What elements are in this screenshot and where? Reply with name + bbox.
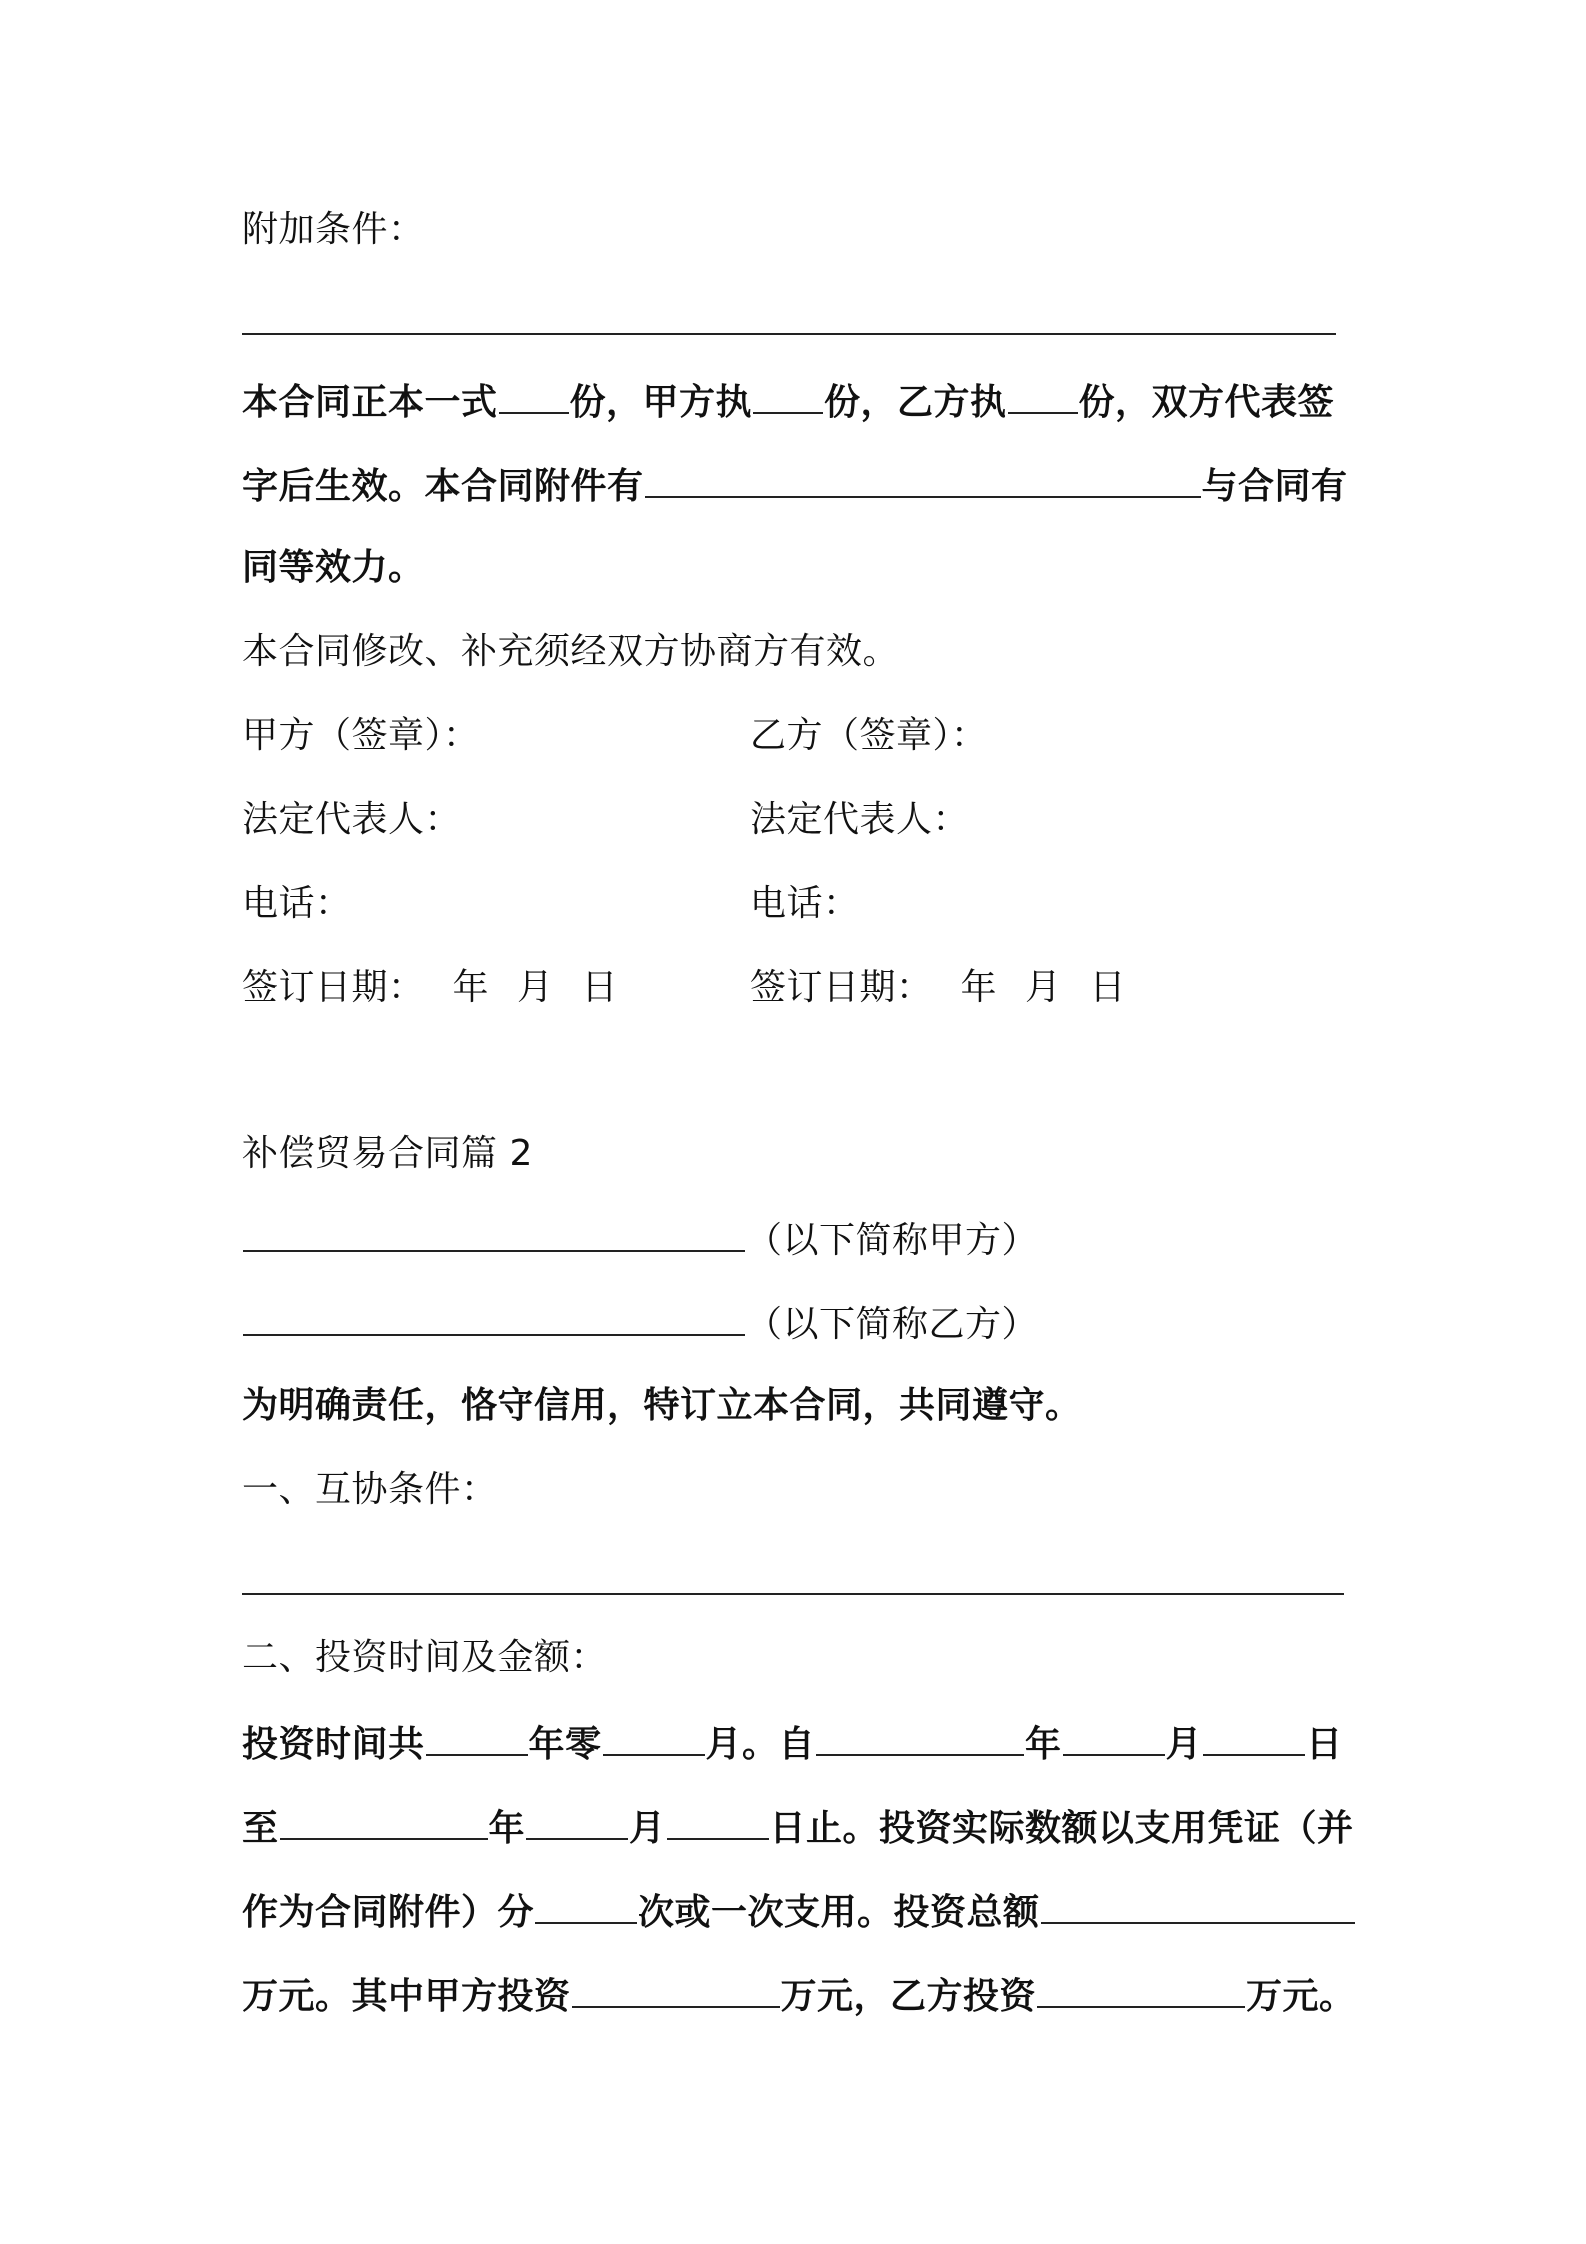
blank-underline [526,1802,628,1840]
text-fragment: 字后生效。本合同附件有 [242,466,644,507]
month-label: 月 [1025,967,1062,1008]
section-title-2: 补偿贸易合同篇 2 [242,1133,533,1174]
blank-underline [572,1970,780,2008]
blank-underline [603,1718,705,1756]
blank-underline [280,1802,488,1840]
party-b-line [242,1298,1038,1349]
text-fragment: 月 [1165,1724,1203,1765]
blank-underline [499,376,569,414]
text-fragment: 份，乙方执 [824,382,1007,423]
day-label: 日 [581,967,619,1008]
legal-rep-a: 法定代表人： [242,799,462,840]
text-fragment: 年 [1025,1724,1062,1765]
investment-line-4 [242,1970,1356,2021]
heading-additional-conditions: 附加条件： [242,209,425,250]
sign-date-a [242,964,618,1012]
text-fragment: 次或一次支用。投资总额 [638,1892,1040,1933]
blank-underline [243,1298,745,1336]
blank-underline [753,376,823,414]
text-fragment: 月。自 [705,1724,816,1765]
signature-row-party-b [750,712,988,760]
text-fragment: 日止。投资实际数额以支用凭证（并 [769,1808,1354,1849]
paragraph-copies-line-3: 同等效力。 [242,547,425,588]
party-a-abbrev: （以下简称甲方） [746,1220,1039,1261]
section-mutual-conditions: 一、互协条件： [242,1469,498,1510]
section-investment: 二、投资时间及金额： [242,1637,608,1678]
tel-a: 电话： [242,883,352,924]
text-fragment: 份，双方代表签 [1078,382,1335,423]
text-fragment: 年 [488,1808,526,1849]
month-label: 月 [517,967,554,1008]
blank-rule-mutual-conditions [242,1593,1344,1595]
blank-underline [1203,1718,1305,1756]
blank-underline [243,1214,745,1252]
text-fragment: 日 [1306,1724,1343,1765]
party-b-seal-label: 乙方（签章）： [750,715,988,756]
party-a-seal-label: 甲方（签章）： [242,715,480,756]
text-fragment: 与合同有 [1201,466,1348,507]
text-fragment: 万元，乙方投资 [780,1976,1037,2017]
text-fragment: 投资时间共 [242,1724,425,1765]
blank-underline [816,1718,1024,1756]
blank-underline [1008,376,1078,414]
party-b-abbrev: （以下简称乙方） [746,1304,1039,1345]
year-label: 年 [960,967,998,1008]
date-label: 签订日期： [242,967,425,1008]
text-fragment: 份，甲方执 [569,382,753,423]
blank-rule-additional-conditions [242,333,1336,335]
text-fragment: 年零 [528,1724,602,1765]
investment-line-1 [242,1718,1343,1769]
blank-underline [1041,1886,1355,1924]
blank-underline [667,1802,769,1840]
blank-underline [1063,1718,1165,1756]
text-fragment: 至 [242,1808,279,1849]
text-fragment: 月 [629,1808,666,1849]
paragraph-copies-line-1 [242,376,1334,427]
year-label: 年 [452,967,490,1008]
paragraph-amendment: 本合同修改、补充须经双方协商方有效。 [242,631,900,672]
signature-row-party [242,712,480,760]
paragraph-copies-line-2 [242,460,1348,511]
day-label: 日 [1089,967,1127,1008]
investment-line-3 [242,1886,1356,1937]
tel-b: 电话： [750,883,860,924]
purpose-statement: 为明确责任，恪守信用，特订立本合同，共同遵守。 [242,1385,1082,1426]
party-a-line [242,1214,1038,1265]
text-fragment: 本合同正本一式 [242,382,498,423]
sign-date-b [750,964,1126,1012]
text-fragment: 作为合同附件）分 [242,1892,535,1933]
text-fragment: 万元。其中甲方投资 [242,1976,571,2017]
blank-underline [1037,1970,1245,2008]
investment-line-2 [242,1802,1354,1853]
text-fragment: 万元。 [1246,1976,1356,2017]
date-label: 签订日期： [750,967,933,1008]
blank-underline [645,460,1201,498]
blank-underline [535,1886,637,1924]
blank-underline [426,1718,528,1756]
legal-rep-b: 法定代表人： [750,799,970,840]
